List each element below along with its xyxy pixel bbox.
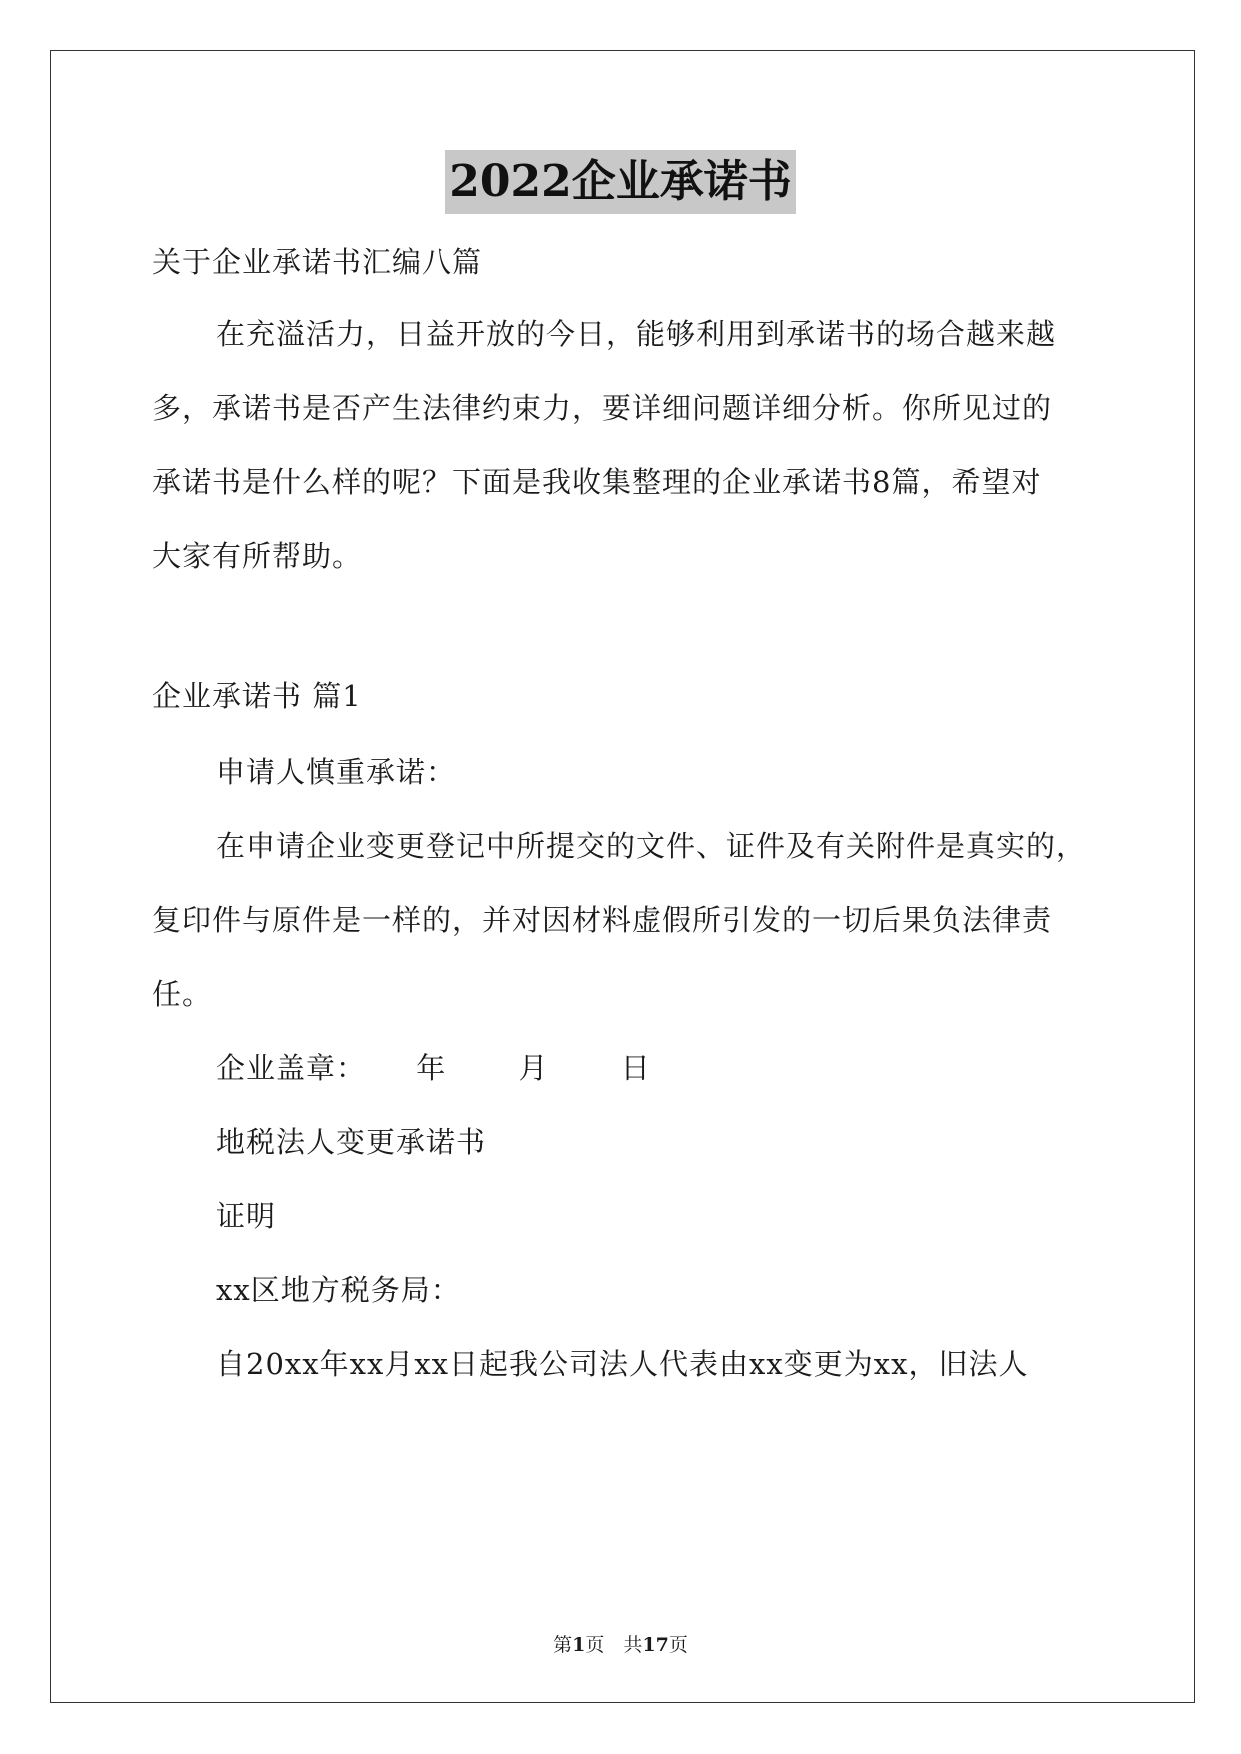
- page-footer: [0, 1632, 1241, 1658]
- footer-page-prefix: 第: [553, 1634, 573, 1656]
- tax-heading: 地税法人变更承诺书: [216, 1125, 487, 1159]
- seal-date-line: [216, 1048, 651, 1088]
- footer-page-total: 17: [642, 1634, 669, 1656]
- footer-page-mid: 页 共: [585, 1634, 643, 1656]
- intro-line-2: 多，承诺书是否产生法律约束力，要详细问题详细分析。你所见过的: [152, 391, 1053, 425]
- document-subtitle: 关于企业承诺书汇编八篇: [152, 245, 483, 279]
- footer-page-current: 1: [572, 1634, 586, 1656]
- seal-label: 企业盖章：: [216, 1051, 367, 1085]
- intro-line-1: 在充溢活力，日益开放的今日，能够利用到承诺书的场合越来越: [216, 317, 1057, 351]
- date-month: 月: [518, 1051, 549, 1085]
- promise-line-3: 任。: [152, 977, 213, 1011]
- page-border: [50, 50, 1195, 1703]
- intro-line-4: 大家有所帮助。: [152, 539, 363, 573]
- promise-line-1: 在申请企业变更登记中所提交的文件、证件及有关附件是真实的，: [216, 829, 1087, 863]
- footer-page-suffix: 页: [668, 1634, 688, 1656]
- proof-label: 证明: [216, 1199, 277, 1233]
- promise-heading: 申请人慎重承诺：: [216, 755, 457, 789]
- date-day: 日: [620, 1051, 651, 1085]
- addressee: xx区地方税务局：: [216, 1273, 461, 1307]
- document-title: 2022企业承诺书: [445, 150, 795, 214]
- intro-line-3: 承诺书是什么样的呢？下面是我收集整理的企业承诺书8篇，希望对: [152, 465, 1042, 499]
- section-1-heading: 企业承诺书 篇1: [152, 679, 362, 713]
- title-container: [0, 150, 1241, 214]
- promise-line-2: 复印件与原件是一样的，并对因材料虚假所引发的一切后果负法律责: [152, 903, 1053, 937]
- last-line: 自20xx年xx月xx日起我公司法人代表由xx变更为xx，旧法人: [216, 1347, 1029, 1381]
- date-year: 年: [416, 1051, 447, 1085]
